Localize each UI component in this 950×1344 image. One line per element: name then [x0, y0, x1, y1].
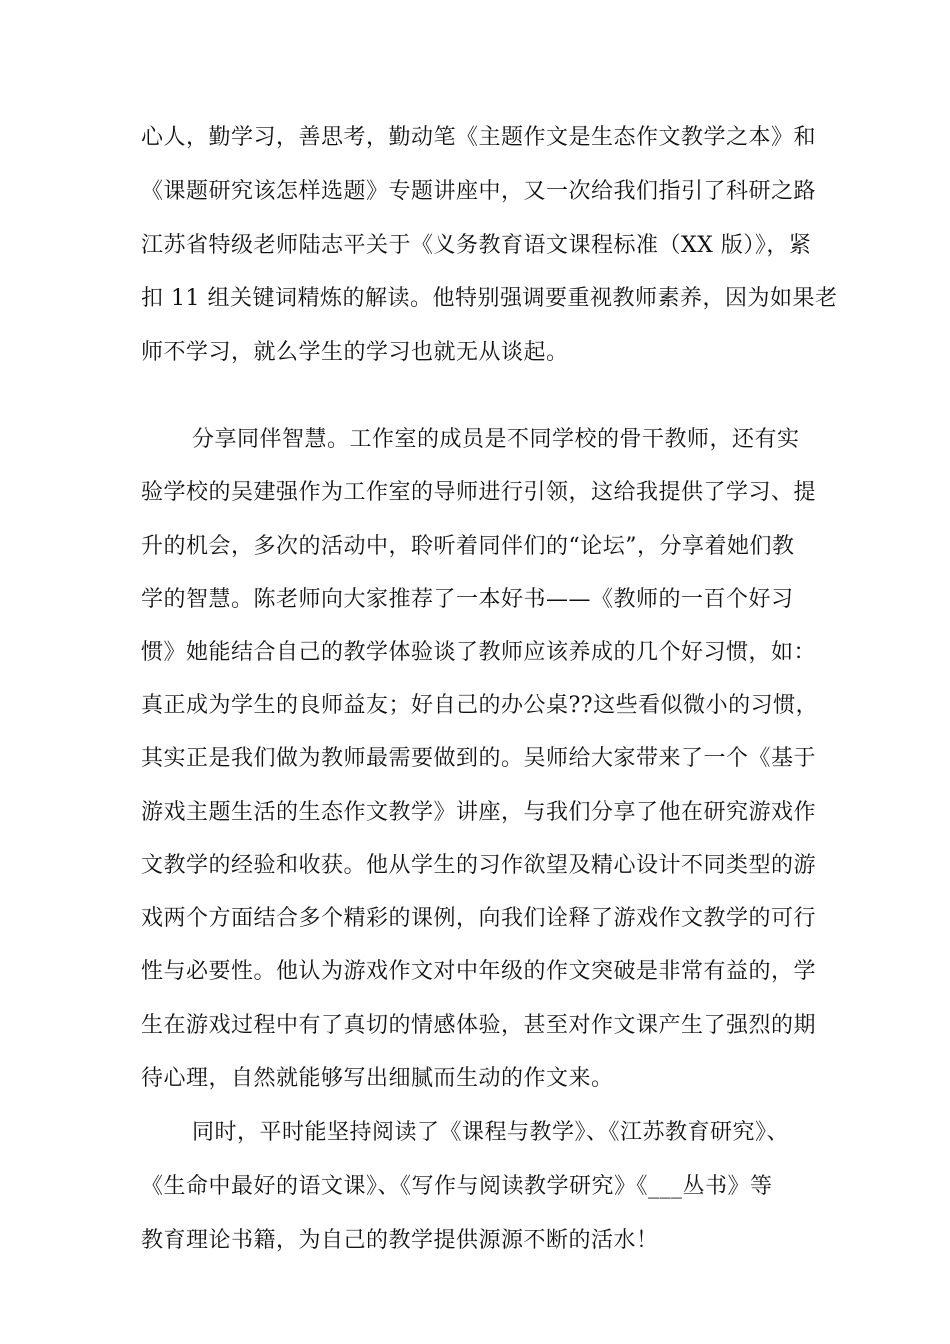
text-line: 验学校的吴建强作为工作室的导师进行引领，这给我提供了学习、提	[141, 480, 817, 505]
text-line: 教育理论书籍，为自己的教学提供源源不断的活水！	[141, 1228, 659, 1253]
text-line: 性与必要性。他认为游戏作文对中年级的作文突破是非常有益的，学	[141, 959, 817, 984]
text-line: 心人，勤学习，善思考，勤动笔《主题作文是生态作文教学之本》和	[141, 125, 817, 150]
text-line: 《生命中最好的语文课》、《写作与阅读教学研究》《___丛书》等	[141, 1174, 773, 1199]
text-line: 戏两个方面结合多个精彩的课例，向我们诠释了游戏作文教学的可行	[141, 906, 817, 931]
text-line: 文教学的经验和收获。他从学生的习作欲望及精心设计不同类型的游	[141, 853, 817, 878]
text-line: 升的机会，多次的活动中，聆听着同伴们的“论坛”，分享着她们教	[141, 534, 795, 559]
text-line: 生在游戏过程中有了真切的情感体验，甚至对作文课产生了强烈的期	[141, 1013, 817, 1038]
text-line: 《课题研究该怎样选题》专题讲座中，又一次给我们指引了科研之路	[141, 179, 817, 204]
text-line: 游戏主题生活的生态作文教学》讲座，与我们分享了他在研究游戏作	[141, 800, 817, 825]
text-line: 学的智慧。陈老师向大家推荐了一本好书——《教师的一百个好习	[141, 587, 794, 612]
text-line: 待心理，自然就能够写出细腻而生动的作文来。	[141, 1066, 614, 1091]
text-line: 分享同伴智慧。工作室的成员是不同学校的骨干教师，还有实	[192, 427, 800, 452]
text-line: 真正成为学生的良师益友；好自己的办公桌??这些看似微小的习惯，	[141, 693, 819, 718]
text-line: 其实正是我们做为教师最需要做到的。吴师给大家带来了一个《基于	[141, 746, 817, 771]
text-line: 同时，平时能坚持阅读了《课程与教学》、《江苏教育研究》、	[192, 1120, 790, 1145]
text-line: 扣 11 组关键词精炼的解读。他特别强调要重视教师素养，因为如果老	[141, 286, 838, 311]
text-line: 江苏省特级老师陆志平关于《义务教育语文课程标准（XX 版）》，紧	[141, 233, 812, 258]
text-line: 师不学习，就么学生的学习也就无从谈起。	[141, 340, 569, 365]
text-line: 惯》她能结合自己的教学体验谈了教师应该养成的几个好习惯，如：	[141, 640, 817, 665]
